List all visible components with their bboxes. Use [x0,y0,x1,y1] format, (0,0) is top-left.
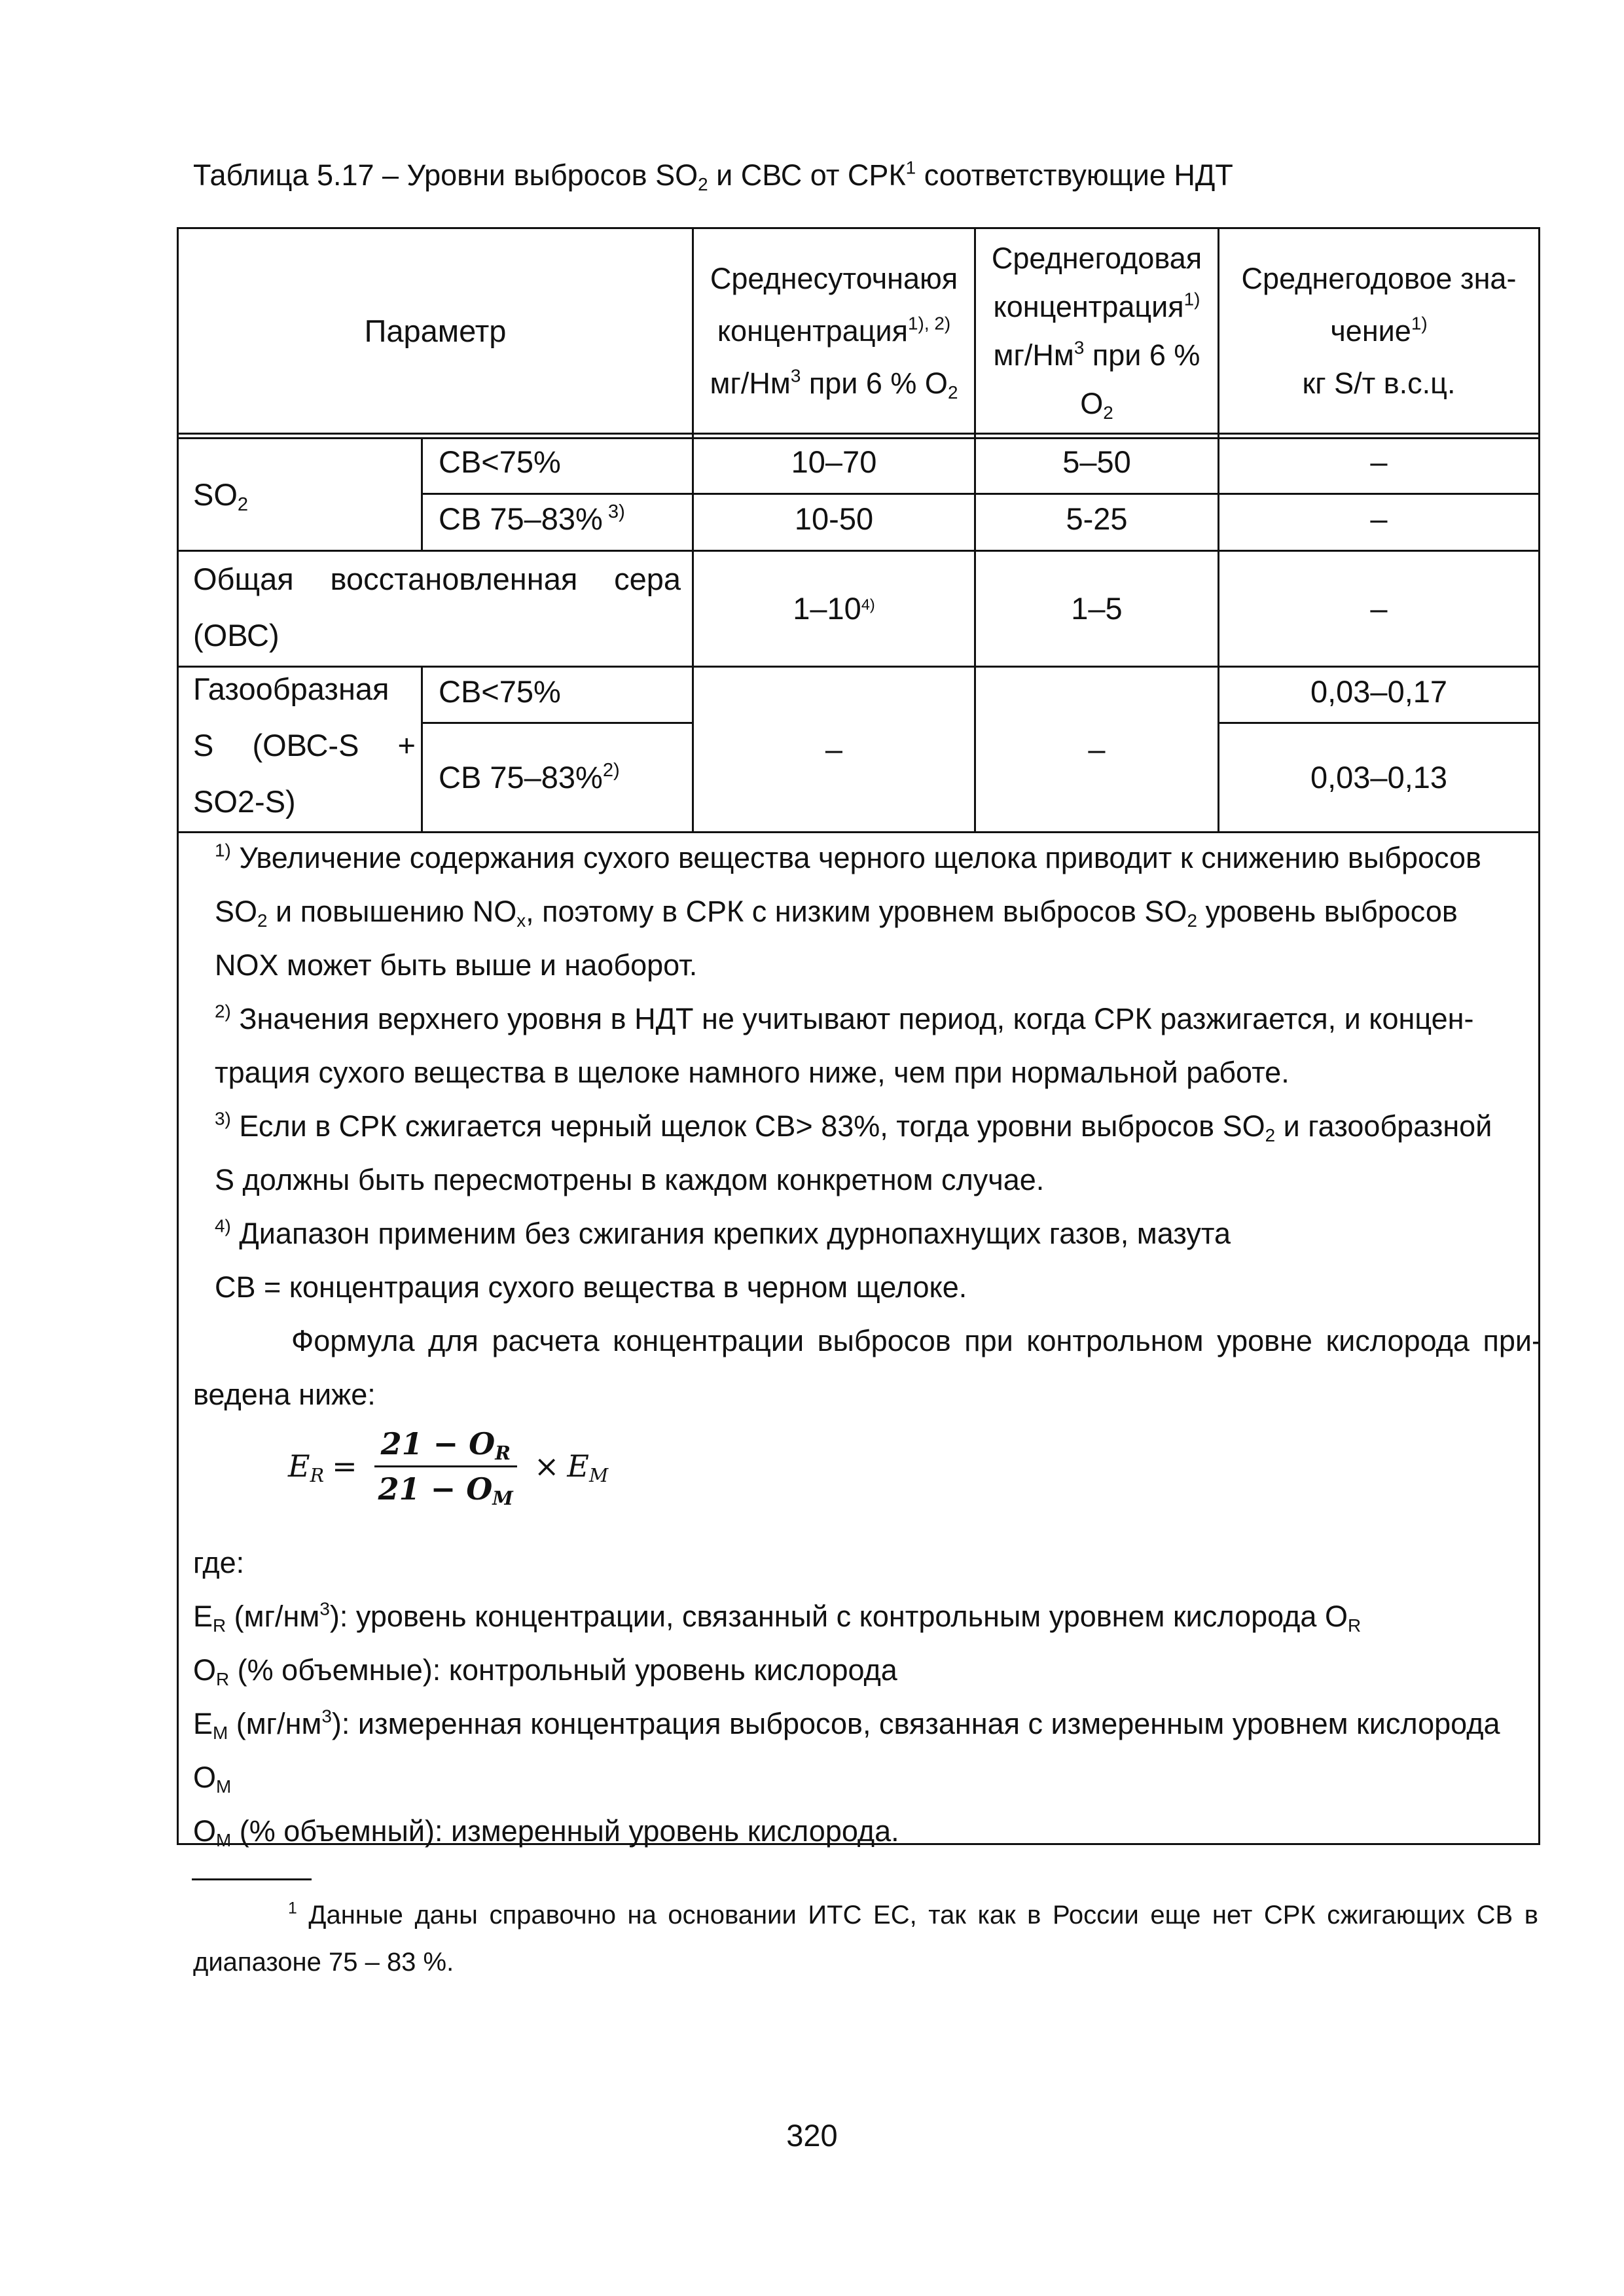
gas-row1-condition: СВ<75% [439,673,561,709]
header-parameter: Параметр [364,313,507,348]
gas-row1-value: 0,03–0,17 [1310,673,1448,709]
note-2: $^{2)}$ Значения верхнего уровня в НДТ не учитывают период, когда СРК разжигается, и концен- [215,1001,1474,1035]
ovs-label: Общая восстановленная сера (ОВС) [193,562,681,653]
gas-daily: – [825,732,843,766]
so2-label: $SO_2$ [193,476,249,515]
ovs-value: – [1370,591,1388,626]
so2-row1-value: – [1370,444,1388,479]
footnote-separator [192,1878,312,1880]
note-1: $^{1)}$ Увеличение содержания сухого вещества черного щелока приводит к снижению выбросов [215,840,1481,874]
header-daily-concentration: Среднесуточнаюя концентрация$^{1), 2)}$ $мг/Нм^3$ при 6 % $O_2$ [710,261,958,403]
so2-row1-daily: 10–70 [791,444,877,479]
so2-row2-value: – [1370,501,1388,536]
emission-formula: $E_R$ = $\frac{21 - O_R}{21 - O_M}$ × $E_M$ [288,1426,609,1509]
formula-definitions: где: $E_R$ $(мг/нм^3)$: уровень концентрации, связанный с контрольным уровнем кислорода $O_R$ $O_R$ (% объемные): контрольный уровень кислорода $E_M$ $(мг/нм^3)$: измеренная концентрация выбросов, связанная с измеренным уровнем кислорода $O_M$ $O_M$ (% объемный): измеренный уровень кислорода. [193,1536,1542,1858]
so2-row2-condition: СВ 75–83% $^{3)}$ [439,501,625,536]
definition-or: $O_R$ (% объемные): контрольный уровень кислорода [193,1653,897,1689]
ovs-daily: 1–10$^{4)}$ [793,591,875,626]
so2-row1-annual: 5–50 [1062,444,1131,479]
header-annual-concentration: Среднегодовая концентрация$^{1)}$ $мг/Нм^3$ при 6 % $O_2$ [991,241,1202,423]
gas-row2-value: 0,03–0,13 [1310,760,1448,795]
definition-em: $E_M$ $(мг/нм^3)$: измеренная концентрация выбросов, связанная с измеренным уровнем кислорода [193,1706,1500,1743]
sv-definition: СВ = концентрация сухого вещества в черном щелоке. [215,1270,967,1304]
note-3: $^{3)}$ Если в СРК сжигается черный щелок СВ> 83%, тогда уровни выбросов $SO_2$ и газообразной [215,1108,1492,1145]
gaseous-s-label: Газообразная S (ОВС-S + SO2-S) [193,672,416,819]
table-notes: $^{1)}$ Увеличение содержания сухого вещества черного щелока приводит к снижению выбросов $SO_2$ и повышению $NO_x$, поэтому в СРК с низким уровнем выбросов $SO_2$ уровень выбросов NOX может быть выше и наоборот. $^{2)}$ Значения верхнего уровня в НДТ не учитывают период, когда СРК разжигается, и концен- трация сухого вещества в щелоке намного ниже, чем при нормальной работе. $^{3)}$ Если в СРК сжигается черный щелок СВ> 83%, тогда уровни выбросов $SO_2$ и газообразной S должны быть пересмотрены в каждом конкретном случае. $^{4)}$ Диапазон применим без сжигания крепких дурнопахнущих газов, мазута СВ = концентрация сухого вещества в черном щелоке. Формула для расчета концентрации выбросов при контрольном уровне кислорода при-ведена ниже: [193,831,1542,1422]
definition-er: $E_R$ $(мг/нм^3)$: уровень концентрации, связанный с контрольным уровнем кислорода $O_R$ [193,1598,1362,1636]
gas-row2-condition: СВ 75–83%$^{2)}$ [439,759,620,795]
page-footnote: $^1$ Данные даны справочно на основании ИТС ЕС, так как в России еще нет СРК сжигающих СВ в диапазоне 75 – 83 %. [193,1899,1538,1977]
formula-intro: Формула для расчета концентрации выбросов при контрольном уровне кислорода при-ведена ниже: [193,1324,1542,1411]
definition-om: $O_M$ (% объемный): измеренный уровень кислорода. [193,1814,899,1850]
gas-annual: – [1088,732,1106,766]
so2-row1-condition: СВ<75% [439,444,561,479]
so2-row2-annual: 5-25 [1066,501,1128,536]
table-caption: Таблица 5.17 – Уровни выбросов $SO_2$ и СВС от СРК$^1$ соответствующие НДТ [193,157,1233,194]
note-4: $^{4)}$ Диапазон применим без сжигания крепких дурнопахнущих газов, мазута [215,1215,1231,1250]
ovs-annual: 1–5 [1071,591,1123,626]
page-number: 320 [786,2118,838,2153]
so2-row2-daily: 10-50 [794,501,874,536]
header-annual-value: Среднегодовое зна- чение$^{1)}$ кг S/т в.с.ц. [1241,261,1517,400]
